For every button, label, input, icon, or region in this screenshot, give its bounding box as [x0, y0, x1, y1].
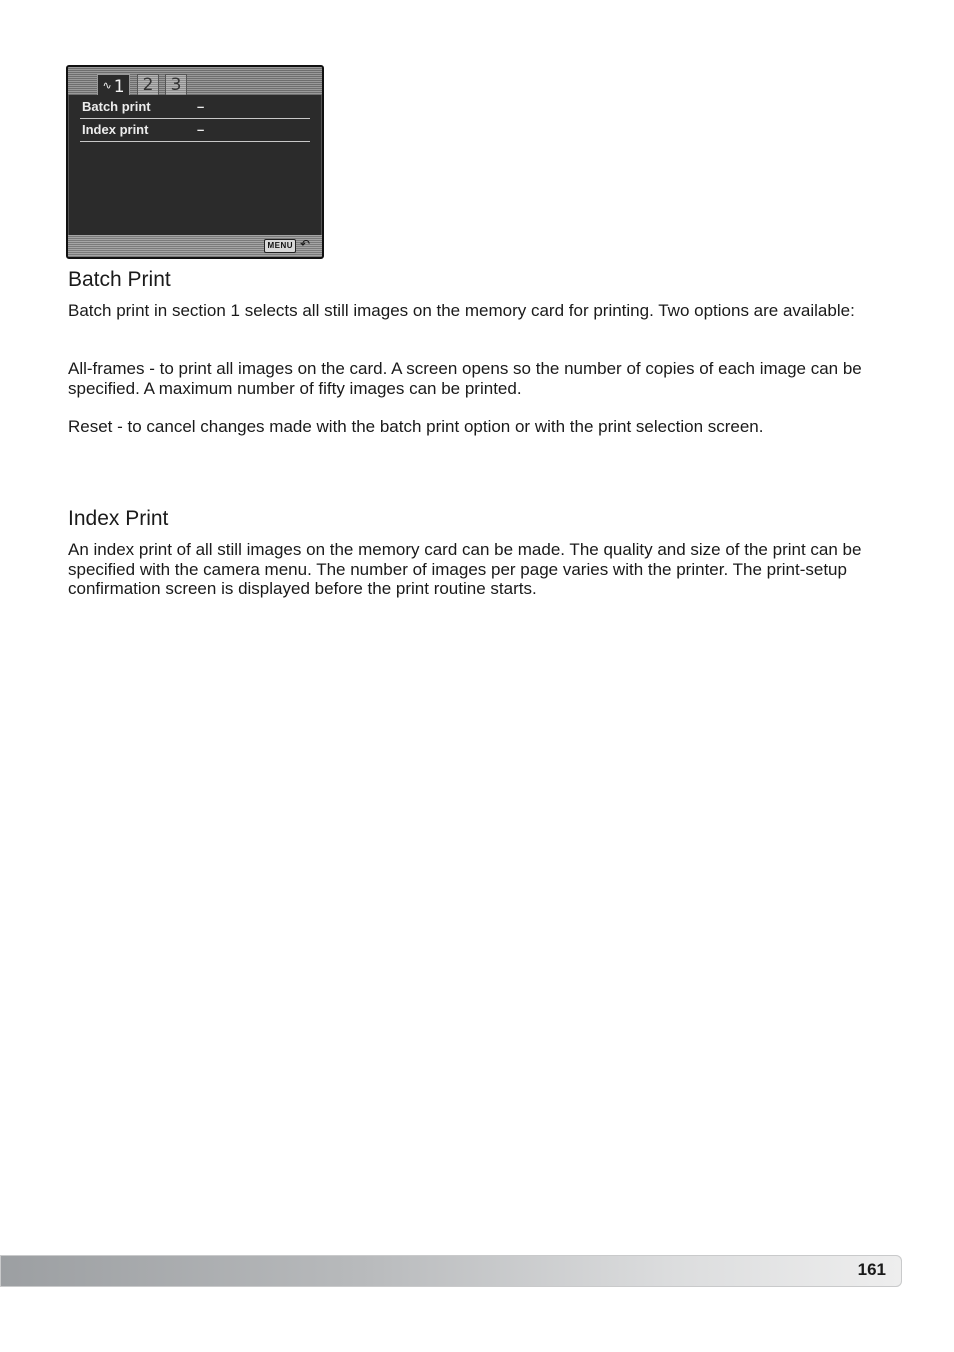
tab-1-label: 1: [113, 77, 125, 97]
menu-item-label: Batch print: [82, 99, 151, 114]
menu-tab-bar: [68, 67, 322, 95]
menu-button-icon: MENU: [264, 239, 296, 253]
section-heading-batch-print: Batch Print: [68, 268, 171, 291]
page-footer-bar: [0, 1255, 902, 1287]
menu-item-label: Index print: [82, 122, 149, 137]
paragraph: An index print of all still images on the memory card can be made. The quality and size of the print can be specified with the camera menu. The number of images per page varies with the printer. The print-setup confirmation screen is displayed before the print routine starts.: [68, 540, 862, 598]
tab-3-label: 3: [170, 75, 182, 95]
menu-item-value: –: [197, 122, 205, 137]
menu-item-index-print[interactable]: [80, 119, 310, 142]
tab-1[interactable]: [97, 74, 130, 95]
menu-item-value: –: [197, 99, 205, 114]
tab-2[interactable]: [137, 74, 159, 95]
paragraph: Reset - to cancel changes made with the batch print option or with the print selection screen.: [68, 417, 764, 436]
print-icon: ∿: [102, 79, 112, 92]
tab-2-label: 2: [142, 75, 154, 95]
page-number: 161: [857, 1260, 886, 1279]
return-icon: ↶: [299, 237, 310, 251]
menu-item-batch-print[interactable]: [80, 96, 310, 119]
paragraph: All-frames - to print all images on the card. A screen opens so the number of copies of each image can be specified. A maximum number of fifty images can be printed.: [68, 359, 862, 398]
camera-menu-screen: [66, 65, 324, 259]
paragraph: Batch print in section 1 selects all still images on the memory card for printing. Two options are available:: [68, 301, 855, 320]
tab-3[interactable]: [165, 74, 187, 95]
section-heading-index-print: Index Print: [68, 507, 169, 530]
menu-footer: [68, 235, 322, 257]
